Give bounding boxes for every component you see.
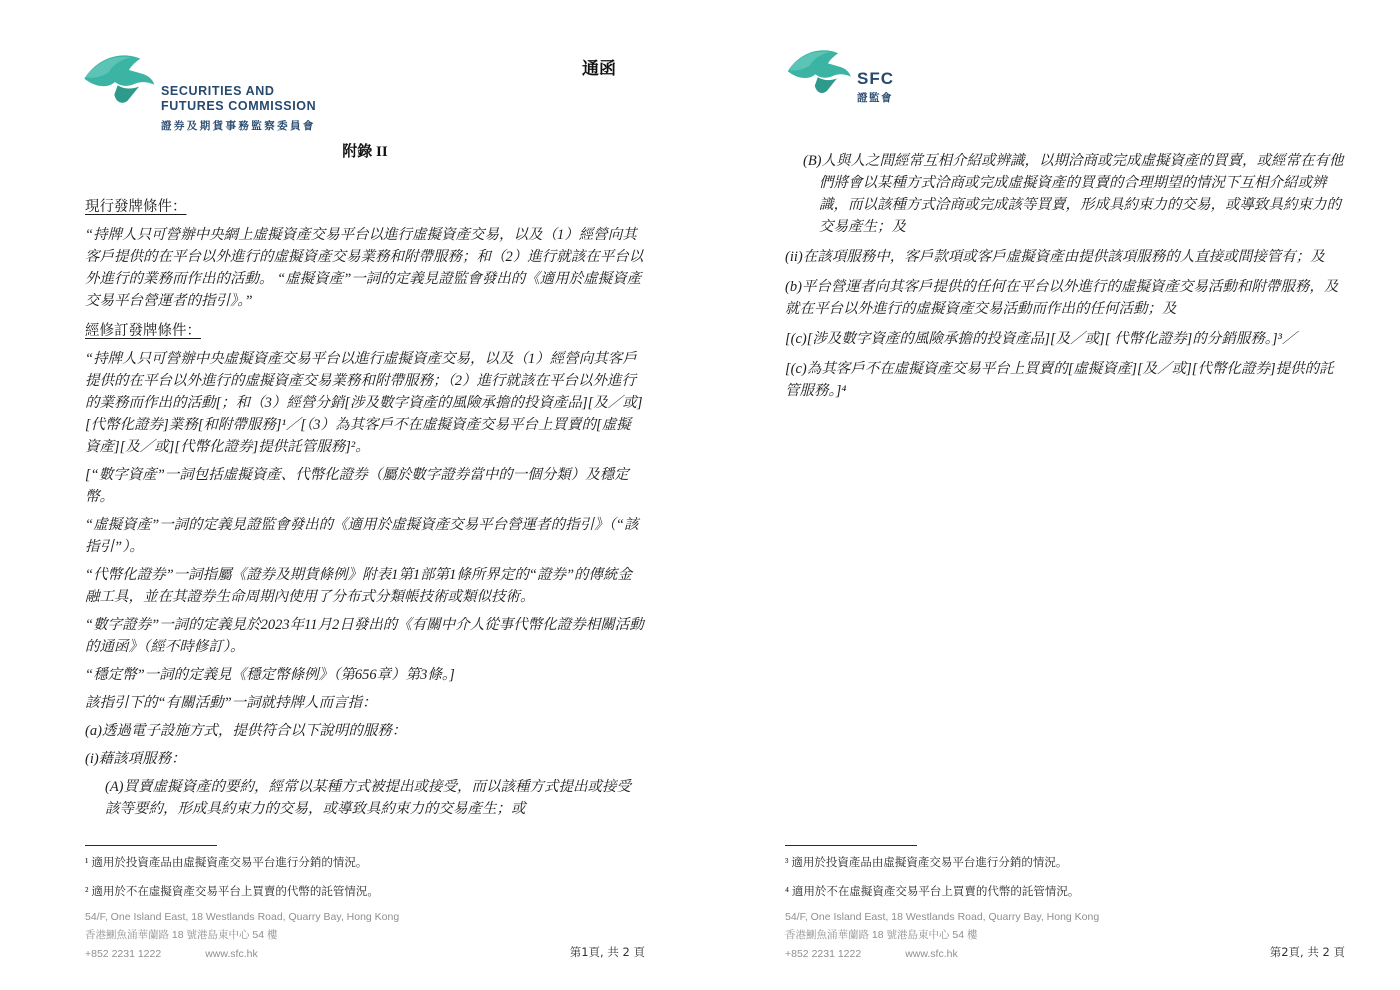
heading-revised-conditions: 經修訂發牌條件： <box>85 323 201 339</box>
address-chinese: 香港鰂魚涌華蘭路 18 號港島東中心 54 樓 <box>85 929 278 942</box>
website-link: www.sfc.hk <box>905 947 958 960</box>
footnote-2: ² 適用於不在虛擬資產交易平台上買賣的代幣的託管情況。 <box>85 885 379 898</box>
phone-number: +852 2231 1222 <box>85 947 162 960</box>
document-page-1 <box>85 0 645 990</box>
address-english: 54/F, One Island East, 18 Westlands Road, Quarry Bay, Hong Kong <box>785 911 1100 923</box>
activity-item-A: (A)買賣虛擬資產的要約，經常以某種方式被提出或接受，而以該種方式提出或接受該等要約，形成具約束力的交易，或導致具約束力的交易產生；或 <box>105 779 632 817</box>
logo-abbr: SFC <box>857 69 894 88</box>
para-current-conditions: “持牌人只可營辦中央網上虛擬資產交易平台以進行虛擬資產交易，以及（1）經營向其客戶提供的在平台以外進行的虛擬資產交易業務和附帶服務；和（2）進行就該在平台以外進行的業務而作出的活動。 “虛擬資產”一詞的定義見證監會發出的《適用於虛擬資產交易平台營運者的指引》。” <box>85 227 644 309</box>
footnote-4: ⁴ 適用於不在虛擬資產交易平台上買賣的代幣的託管情況。 <box>785 885 1080 898</box>
activities-intro: 該指引下的“有關活動”一詞就持牌人而言指： <box>85 695 377 711</box>
para-item-ii: (ii)在該項服務中，客戶款項或客戶虛擬資產由提供該項服務的人直接或間接管有；及 <box>785 249 1325 265</box>
heading-current-conditions: 現行發牌條件： <box>85 199 187 215</box>
definition-tokenised-securities: “代幣化證券”一詞指屬《證券及期貨條例》附表1第1部第1條所界定的“證券”的傳統金融工具，並在其證券生命周期內使用了分布式分類帳技術或類似技術。 <box>85 567 633 605</box>
phone-number: +852 2231 1222 <box>785 947 862 960</box>
circular-label: 通函 <box>582 59 616 78</box>
footnote-separator <box>785 845 917 846</box>
footnote-1: ¹ 適用於投資產品由虛擬資產交易平台進行分銷的情況。 <box>85 857 368 869</box>
page2-body <box>785 150 1345 408</box>
address-english: 54/F, One Island East, 18 Westlands Road, Quarry Bay, Hong Kong <box>85 911 400 923</box>
document-page-2 <box>785 0 1345 990</box>
page2-number: 第2頁, 共 2 頁 <box>1269 945 1345 959</box>
definition-stablecoin: “穩定幣”一詞的定義見《穩定幣條例》（第656章）第3條。] <box>85 667 455 683</box>
page1-footnotes <box>85 856 645 913</box>
activity-item-i: (i)藉該項服務： <box>85 751 186 767</box>
footnote-3: ³ 適用於投資產品由虛擬資產交易平台進行分銷的情況。 <box>785 857 1068 869</box>
page2-footnotes <box>785 856 1345 913</box>
sfc-logo-wordmark <box>161 46 316 133</box>
sfc-logo-full <box>79 46 316 133</box>
page1-body <box>85 196 645 826</box>
definition-virtual-assets: “虛擬資產”一詞的定義見證監會發出的《適用於虛擬資產交易平台營運者的指引》（“該指引”）。 <box>85 517 639 555</box>
sfc-logo-abbr-wordmark <box>857 44 894 105</box>
page2-address-block <box>785 908 1099 963</box>
para-item-b: (b)平台營運者向其客戶提供的任何在平台以外進行的虛擬資產交易活動和附帶服務，及就在平台以外進行的虛擬資產交易活動而作出的任何活動；及 <box>785 279 1339 317</box>
sfc-eagle-icon <box>79 46 159 127</box>
sfc-logo-compact <box>783 44 894 113</box>
logo-en-line2: FUTURES COMMISSION <box>161 99 317 113</box>
activity-item-a: (a)透過電子設施方式，提供符合以下說明的服務： <box>85 723 407 739</box>
address-chinese: 香港鰂魚涌華蘭路 18 號港島東中心 54 樓 <box>785 929 978 942</box>
appendix-title: 附錄 II <box>342 144 388 160</box>
definition-digital-securities: “數字證券”一詞的定義見於2023年11月2日發出的《有關中介人從事代幣化證券相關活動的通函》（經不時修訂）。 <box>85 617 644 655</box>
website-link: www.sfc.hk <box>205 947 258 960</box>
page1-address-block <box>85 908 399 963</box>
sfc-eagle-icon <box>783 44 855 113</box>
page1-number: 第1頁, 共 2 頁 <box>569 945 645 959</box>
para-item-B: (B)人與人之間經常互相介紹或辨識，以期洽商或完成虛擬資產的買賣，或經常在有他們將會以某種方式洽商或完成虛擬資產的買賣的合理期望的情況下互相介紹或辨識，而以該種方式洽商或完成該等買賣，形成具約束力的交易，或導致具約束力的交易產生；及 <box>803 153 1344 235</box>
para-item-c-custody: [(c)為其客戶不在虛擬資產交易平台上買賣的[虛擬資產][及／或][代幣化證券]提供的託管服務。]⁴ <box>785 361 1334 399</box>
logo-en-line1: SECURITIES AND <box>161 84 275 98</box>
definition-digital-assets: [“數字資產”一詞包括虛擬資產、代幣化證券（屬於數字證券當中的一個分類）及穩定幣。 <box>85 467 629 505</box>
logo-zh: 證券及期貨事務監察委員會 <box>161 120 316 132</box>
para-revised-conditions: “持牌人只可營辦中央虛擬資產交易平台以進行虛擬資產交易，以及（1）經營向其客戶提供的在平台以外進行的虛擬資產交易業務和附帶服務；（2）進行就該在平台以外進行的業務而作出的活動[；和（3）經營分銷[涉及數字資產的風險承擔的投資產品][及／或] [代幣化證券]業務[和附帶服務]¹／[（3）為其客戶不在虛擬資產交易平台上買賣的[虛擬資產][及／或][代幣化證券]提供託管服務]²。 <box>85 351 643 455</box>
logo-abbr-zh: 證監會 <box>857 91 893 104</box>
footnote-separator <box>85 845 217 846</box>
para-item-c-distribution: [(c)[涉及數字資產的風險承擔的投資產品][及／或][ 代幣化證券]的分銷服務。]³／ <box>785 331 1297 347</box>
